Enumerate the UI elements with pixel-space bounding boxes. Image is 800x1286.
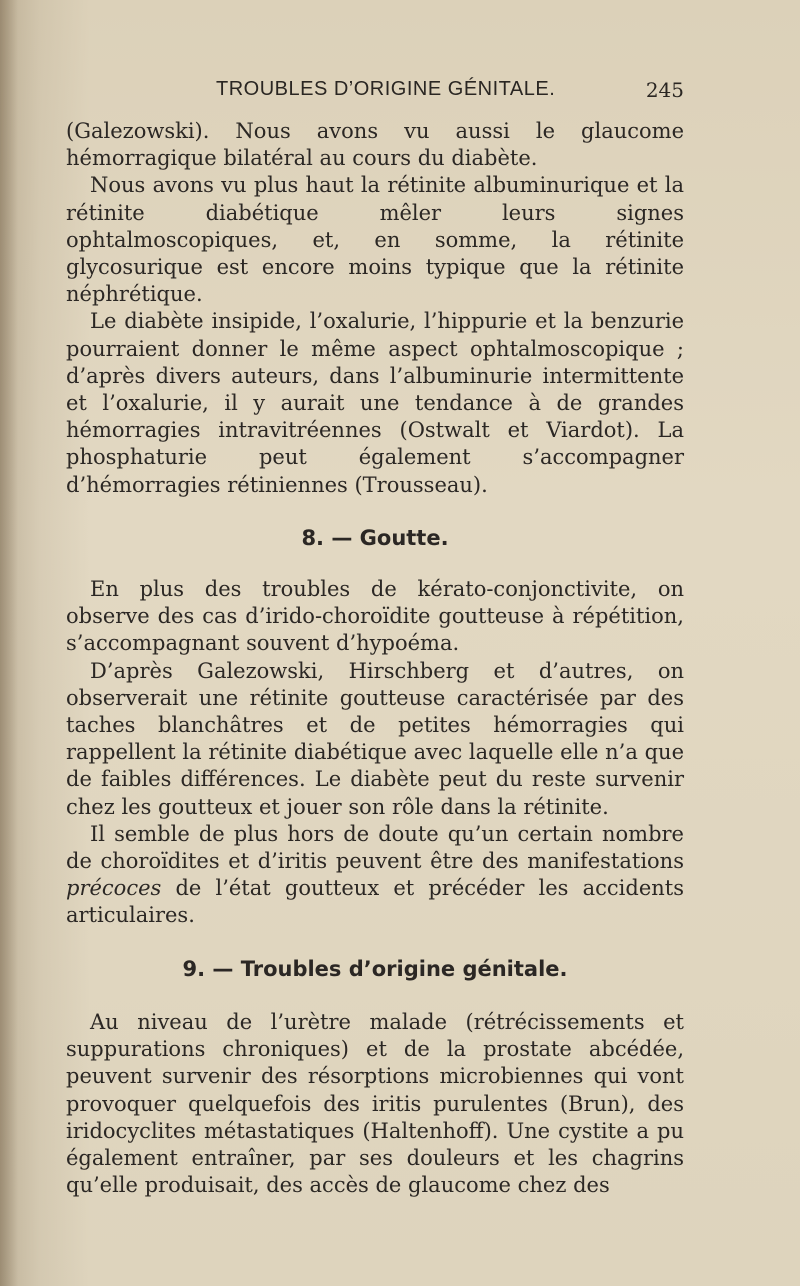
running-head <box>70 78 690 110</box>
paragraph-2: Nous avons vu plus haut la rétinite albuminurique et la rétinite diabétique mêler leurs signes ophtalmoscopiques, et, en somme, la rétinite glycosurique est encore moins typique que la rétinite néphrétique. <box>66 173 684 307</box>
paragraph-1: (Galezowski). Nous avons vu aussi le glaucome hémorragique bilatéral au cours du diabète. <box>66 119 684 171</box>
paragraph-3: Le diabète insipide, l’oxalurie, l’hippurie et la benzurie pourraient donner le même aspect ophtalmoscopique ; d’après divers auteurs, dans l’albuminurie intermittente et l’oxalurie, il y aurait une tendance à de grandes hémorragies intravitréennes (Ostwalt et Viardot). La phosphaturie peut également s’accompagner d’hémorragies rétiniennes (Trousseau). <box>66 309 684 497</box>
paragraph-5: D’après Galezowski, Hirschberg et d’autres, on observerait une rétinite goutteuse caractérisée par des taches blanchâtres et de petites hémorragies qui rappellent la rétinite diabétique avec laquelle elle n’a que de faibles différences. Le diabète peut du reste survenir chez les goutteux et jouer son rôle dans la rétinite. <box>66 658 684 819</box>
body-text <box>66 118 684 1199</box>
paragraph-6-text-start: Il semble de plus hors de doute qu’un certain nombre de choroïdites et d’iritis peuvent être des manifestations <box>66 821 684 874</box>
paragraph-6 <box>66 821 684 930</box>
section-heading-genitale: 9. — Troubles d’origine génitale. <box>182 956 568 981</box>
paragraph-6-italic-word: précoces <box>66 876 162 901</box>
running-title: TROUBLES D’ORIGINE GÉNITALE. <box>216 78 556 100</box>
paragraph-7: Au niveau de l’urètre malade (rétrécissements et suppurations chroniques) et de la prostate abcédée, peuvent survenir des résorptions microbiennes qui vont provoquer quelquefois des iritis purulentes (Brun), des iridocyclites métastatiques (Haltenhoff). Une cystite a pu également entraîner, par ses douleurs et les chagrins qu’elle produisait, des accès de glaucome chez des <box>66 1009 684 1198</box>
section-heading-goutte: 8. — Goutte. <box>301 525 449 550</box>
paragraph-6-text-end: de l’état goutteux et précéder les accidents articulaires. <box>66 876 684 928</box>
page-number: 245 <box>645 78 684 102</box>
paragraph-4: En plus des troubles de kérato-conjonctivite, on observe des cas d’irido-choroïdite goutteuse à répétition, s’accompagnant souvent d’hypoéma. <box>66 577 684 656</box>
page-binding-shadow <box>0 0 18 1286</box>
